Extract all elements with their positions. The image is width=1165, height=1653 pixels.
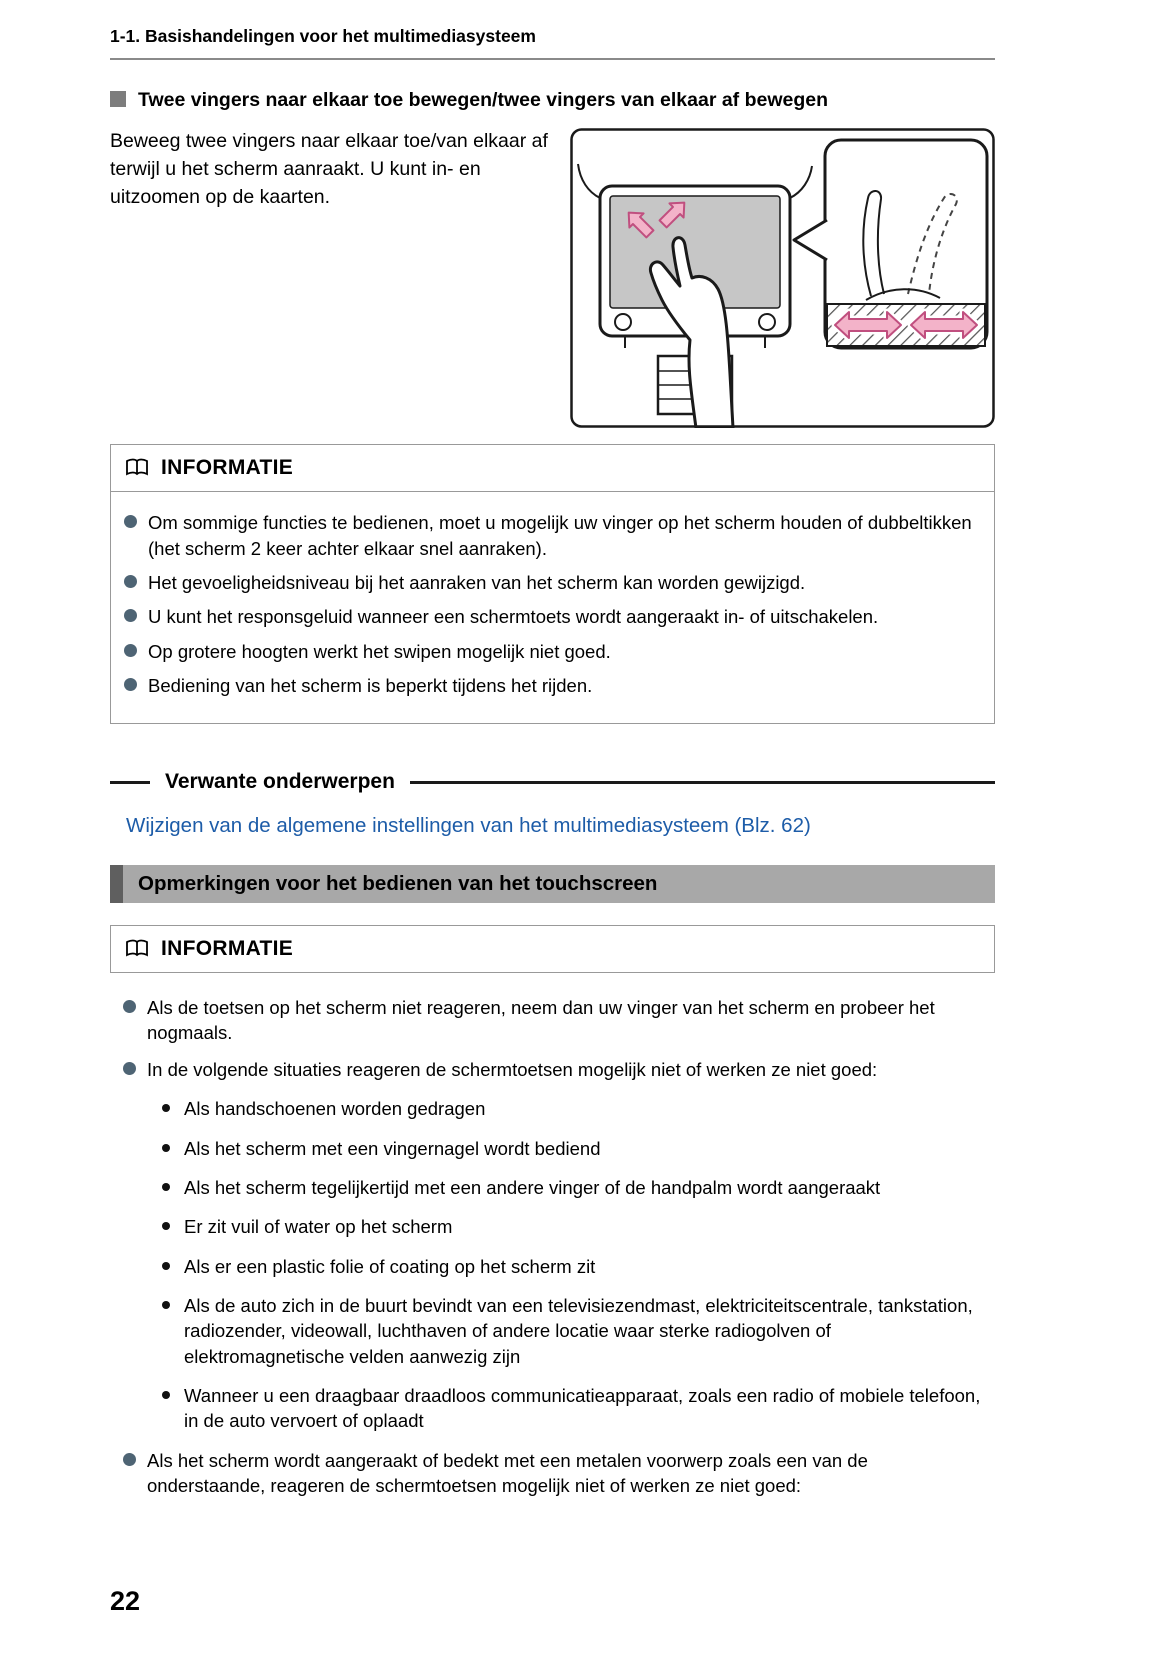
list-item bbox=[124, 510, 980, 561]
informatie-title: INFORMATIE bbox=[161, 937, 294, 961]
list-item-text: Als de toetsen op het scherm niet reageren, neem dan uw vinger van het scherm en probeer het nogmaals. bbox=[147, 997, 935, 1044]
circle-bullet-icon bbox=[124, 515, 137, 528]
dot-bullet-icon bbox=[162, 1222, 170, 1230]
list-item-text: Als het scherm wordt aangeraakt of bedekt met een metalen voorwerp zoals een van de onderstaande, reageren de schermtoetsen mogelijk niet of werken ze niet goed: bbox=[147, 1449, 868, 1496]
dot-bullet-icon bbox=[162, 1104, 170, 1112]
page-number: 22 bbox=[110, 1586, 141, 1616]
list-item-text: In de volgende situaties reageren de schermtoetsen mogelijk niet of werken ze niet goed: bbox=[147, 1058, 878, 1080]
list-item-text: Om sommige functies te bedienen, moet u mogelijk uw vinger op het scherm houden of dubbeltikken (het scherm 2 keer achter elkaar snel aanraken). bbox=[148, 512, 972, 559]
section-bar-title: Opmerkingen voor het bedienen van het touchscreen bbox=[138, 872, 658, 896]
informatie-header bbox=[111, 445, 994, 492]
circle-bullet-icon bbox=[124, 575, 137, 588]
gesture-content-row bbox=[110, 128, 995, 428]
list-item bbox=[124, 604, 980, 629]
sub-item-text: Wanneer u een draagbaar draadloos communicatieapparaat, zoals een radio of mobiele telefoon, in de auto vervoert of oplaadt bbox=[184, 1384, 981, 1432]
related-topics-title: Verwante onderwerpen bbox=[165, 770, 395, 794]
square-bullet-icon bbox=[110, 91, 126, 107]
list-item-text: Op grotere hoogten werkt het swipen mogelijk niet goed. bbox=[148, 640, 611, 662]
sub-item-text: Als er een plastic folie of coating op het scherm zit bbox=[184, 1255, 596, 1277]
sub-list-item bbox=[162, 1096, 991, 1121]
list-item-text: Het gevoeligheidsniveau bij het aanraken van het scherm kan worden gewijzigd. bbox=[148, 572, 806, 594]
list-item bbox=[123, 1448, 991, 1499]
list-item bbox=[124, 639, 980, 664]
section-bar-touchscreen-notes bbox=[110, 865, 995, 903]
dot-bullet-icon bbox=[162, 1262, 170, 1270]
sub-list-item bbox=[162, 1293, 991, 1369]
related-topic-link[interactable]: Wijzigen van de algemene instellingen van het multimediasysteem (Blz. 62) bbox=[126, 814, 811, 838]
chapter-header: 1-1. Basishandelingen voor het multimediasysteem bbox=[110, 26, 995, 60]
list-item bbox=[123, 1057, 991, 1434]
circle-bullet-icon bbox=[124, 609, 137, 622]
list-item bbox=[124, 673, 980, 698]
section-bar-accent bbox=[110, 865, 123, 903]
circle-bullet-icon bbox=[123, 1000, 136, 1013]
sub-list bbox=[162, 1096, 991, 1433]
informatie-box-2-content bbox=[110, 973, 995, 1498]
dot-bullet-icon bbox=[162, 1301, 170, 1309]
sub-item-text: Als de auto zich in de buurt bevindt van een televisiezendmast, elektriciteitscentrale, tankstation, radiozender, videowall, luchthaven of andere locatie waar sterke radiogolven of elektromagnetische velden aanwezig zijn bbox=[184, 1294, 973, 1367]
sub-list-item bbox=[162, 1136, 991, 1161]
book-icon bbox=[125, 939, 149, 959]
circle-bullet-icon bbox=[123, 1453, 136, 1466]
informatie-box-2-header bbox=[110, 925, 995, 973]
circle-bullet-icon bbox=[124, 644, 137, 657]
sub-item-text: Als het scherm met een vingernagel wordt bediend bbox=[184, 1137, 601, 1159]
informatie-box-1 bbox=[110, 444, 995, 724]
sub-list-item bbox=[162, 1254, 991, 1279]
dot-bullet-icon bbox=[162, 1183, 170, 1191]
dot-bullet-icon bbox=[162, 1391, 170, 1399]
list-item bbox=[123, 995, 991, 1046]
informatie-title: INFORMATIE bbox=[161, 456, 294, 480]
sub-list-item bbox=[162, 1383, 991, 1434]
section-title-gesture bbox=[110, 88, 995, 112]
heading-rule-left bbox=[110, 781, 150, 784]
list-item-text: U kunt het responsgeluid wanneer een schermtoets wordt aangeraakt in- of uitschakelen. bbox=[148, 606, 879, 628]
sub-list-item bbox=[162, 1214, 991, 1239]
circle-bullet-icon bbox=[124, 678, 137, 691]
heading-rule-right bbox=[410, 781, 995, 784]
section-title-text: Twee vingers naar elkaar toe bewegen/twee vingers van elkaar af bewegen bbox=[138, 89, 829, 111]
dot-bullet-icon bbox=[162, 1144, 170, 1152]
circle-bullet-icon bbox=[123, 1062, 136, 1075]
sub-item-text: Als handschoenen worden gedragen bbox=[184, 1098, 486, 1120]
related-topics-heading bbox=[110, 770, 995, 794]
book-icon bbox=[125, 458, 149, 478]
callout-balloon bbox=[794, 140, 987, 348]
gesture-body-text: Beweeg twee vingers naar elkaar toe/van elkaar af terwijl u het scherm aanraakt. U kunt in- en uitzoomen op de kaarten. bbox=[110, 130, 548, 209]
info-list bbox=[123, 995, 991, 1498]
sub-item-text: Er zit vuil of water op het scherm bbox=[184, 1216, 453, 1238]
list-item-text: Bediening van het scherm is beperkt tijdens het rijden. bbox=[148, 675, 593, 697]
list-item bbox=[124, 570, 980, 595]
sub-item-text: Als het scherm tegelijkertijd met een andere vinger of de handpalm wordt aangeraakt bbox=[184, 1176, 881, 1198]
info-list bbox=[124, 510, 980, 698]
informatie-content bbox=[111, 492, 994, 723]
touchscreen-illustration bbox=[570, 128, 995, 428]
sub-list-item bbox=[162, 1175, 991, 1200]
